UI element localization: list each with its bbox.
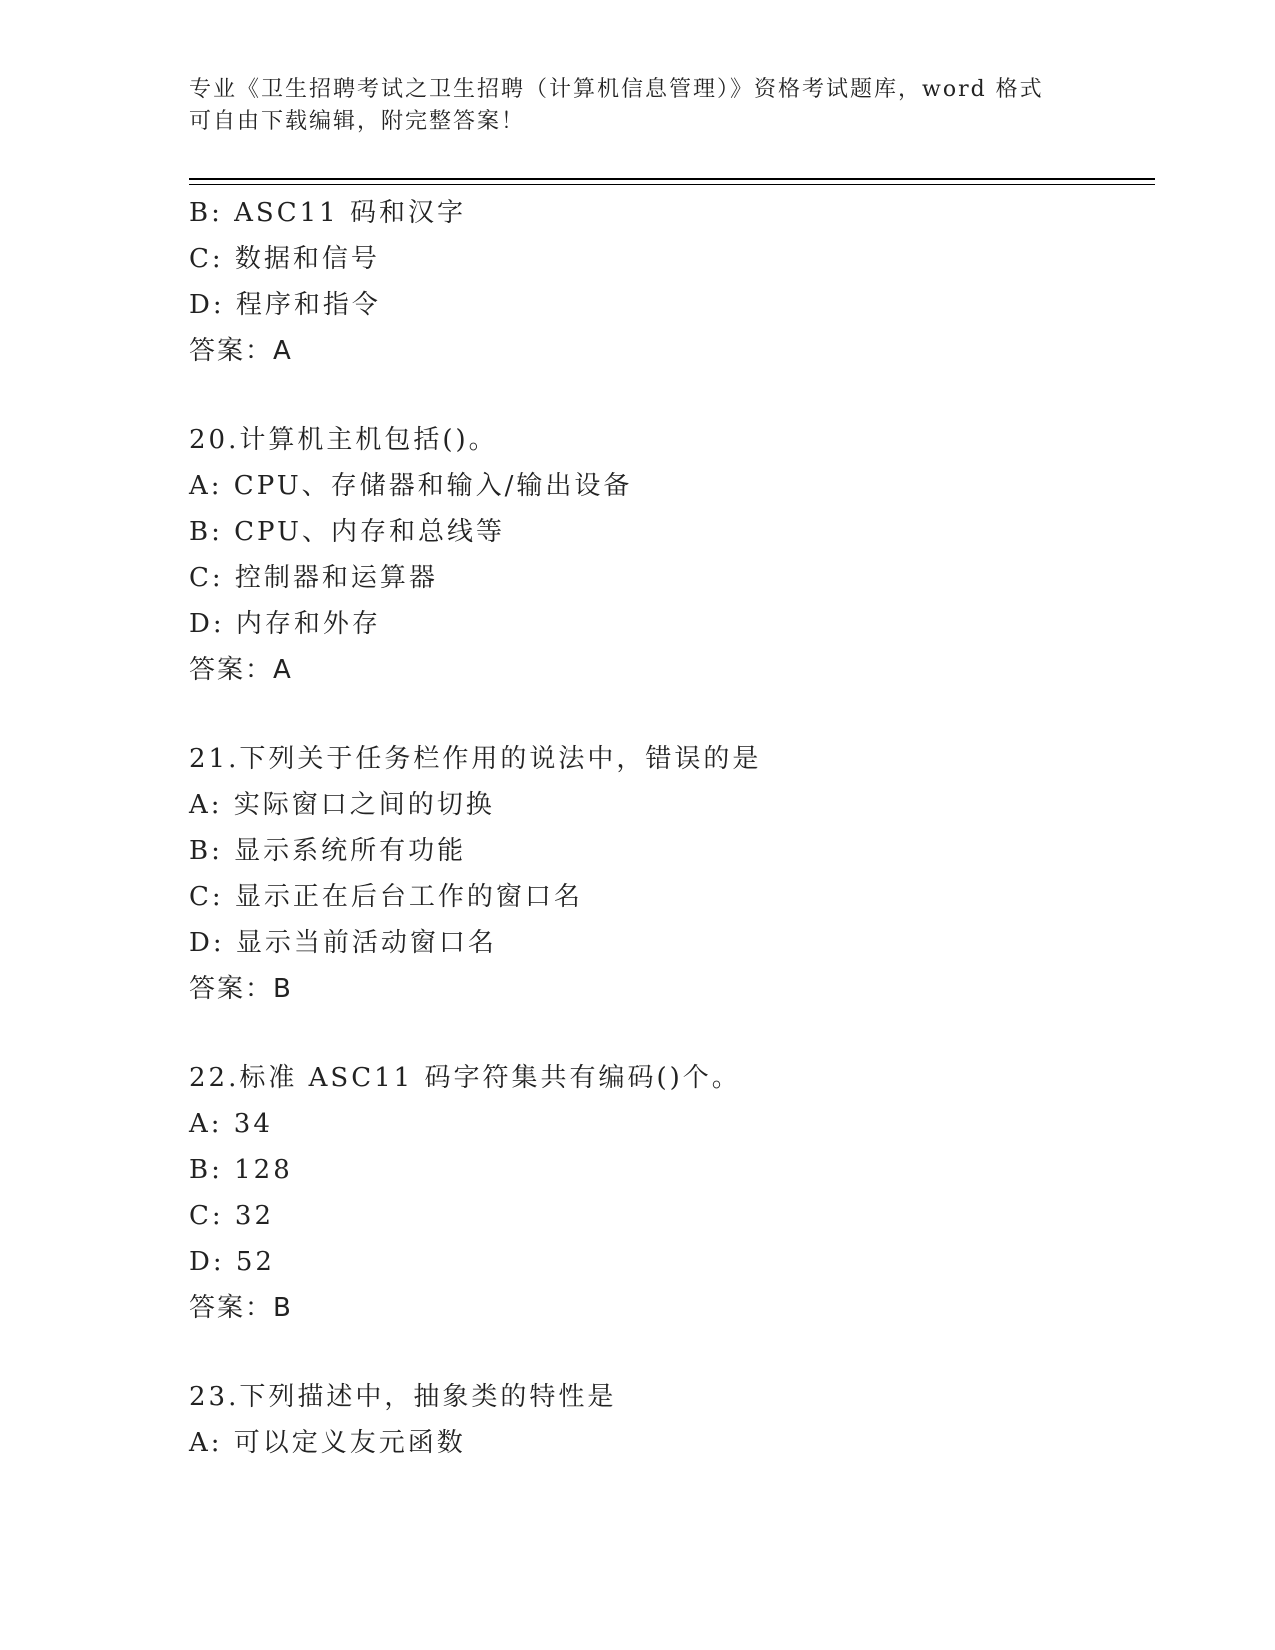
header-divider-thick <box>189 178 1155 180</box>
question-text: 21.下列关于任务栏作用的说法中，错误的是 <box>189 744 762 774</box>
option-c: C: 32 <box>189 1201 275 1231</box>
answer-line: 答案：A <box>189 336 293 366</box>
option-d: D: 显示当前活动窗口名 <box>189 928 497 958</box>
document-header <box>189 74 1089 138</box>
option-c: C: 数据和信号 <box>189 244 380 274</box>
spacer <box>189 1331 1155 1374</box>
option-a: A: CPU、存储器和输入/输出设备 <box>189 471 633 501</box>
option-b: B: 128 <box>189 1155 293 1185</box>
option-a: A: 可以定义友元函数 <box>189 1428 466 1458</box>
option-b: B: CPU、内存和总线等 <box>189 517 505 547</box>
spacer <box>189 374 1155 417</box>
option-a: A: 34 <box>189 1109 273 1139</box>
answer-line: 答案：A <box>189 655 293 685</box>
option-a: A: 实际窗口之间的切换 <box>189 790 495 820</box>
question-block-20 <box>189 417 1155 693</box>
option-d: D: 程序和指令 <box>189 290 381 320</box>
spacer <box>189 693 1155 736</box>
question-list <box>189 190 1155 1466</box>
header-title-line-1: 专业《卫生招聘考试之卫生招聘（计算机信息管理）》资格考试题库，word 格式 <box>189 77 1044 102</box>
question-block-22 <box>189 1055 1155 1331</box>
question-block-21 <box>189 736 1155 1012</box>
option-c: C: 控制器和运算器 <box>189 563 438 593</box>
spacer <box>189 1012 1155 1055</box>
question-text: 23.下列描述中，抽象类的特性是 <box>189 1382 617 1412</box>
answer-line: 答案：B <box>189 1293 293 1323</box>
option-c: C: 显示正在后台工作的窗口名 <box>189 882 583 912</box>
option-b: B: ASC11 码和汉字 <box>189 198 466 228</box>
option-b: B: 显示系统所有功能 <box>189 836 467 866</box>
question-text: 20.计算机主机包括()。 <box>189 425 498 455</box>
question-block-23 <box>189 1374 1155 1466</box>
question-block-19 <box>189 190 1155 374</box>
header-title-line-2: 可自由下载编辑，附完整答案！ <box>189 109 526 134</box>
answer-line: 答案：B <box>189 974 293 1004</box>
header-divider-thin <box>189 184 1155 185</box>
option-d: D: 52 <box>189 1247 275 1277</box>
question-text: 22.标准 ASC11 码字符集共有编码()个。 <box>189 1063 741 1093</box>
option-d: D: 内存和外存 <box>189 609 381 639</box>
